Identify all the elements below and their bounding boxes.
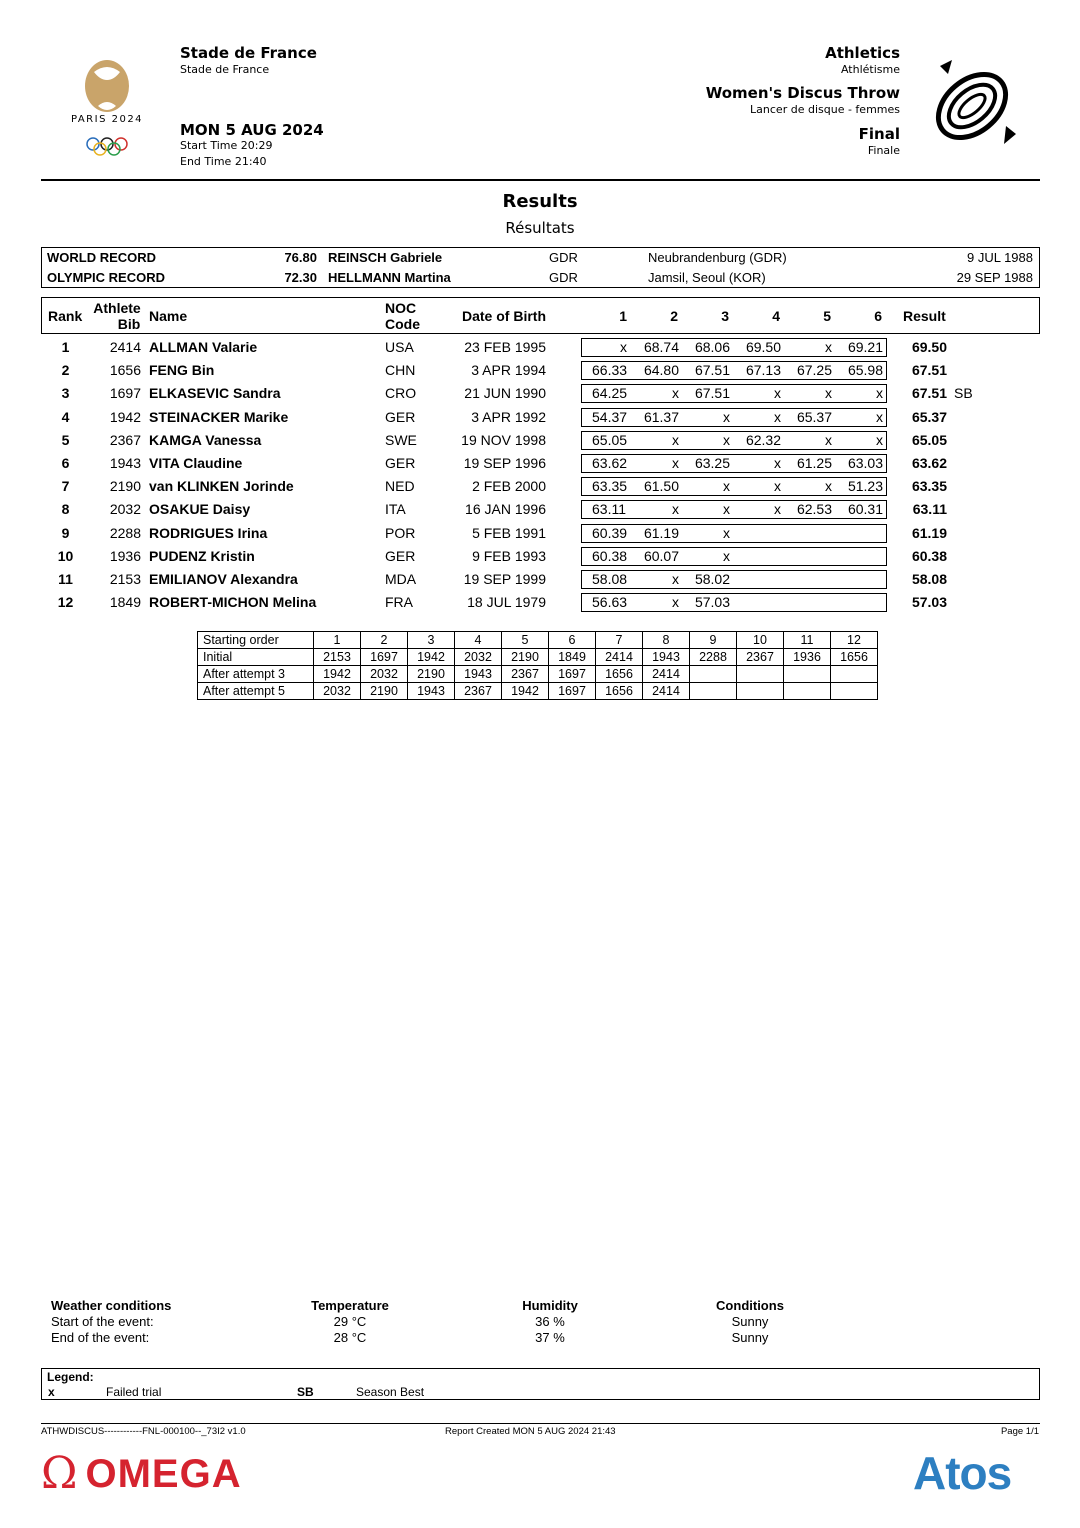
col-attempt-3: 3 (721, 308, 729, 324)
starting-order-table (197, 631, 878, 700)
col-attempt-1: 1 (619, 308, 627, 324)
so-cell (737, 683, 784, 700)
conditions-value: Sunny (731, 1330, 769, 1345)
so-cell: 2414 (643, 683, 690, 700)
humidity-value: 36 % (535, 1314, 565, 1329)
noc-code: GER (385, 408, 416, 425)
record-label: WORLD RECORD (47, 250, 157, 265)
attempt-mark: x (825, 339, 832, 355)
venue-name: Stade de France (180, 44, 317, 62)
attempt-mark: 62.53 (796, 501, 832, 518)
attempt-mark: 67.13 (745, 362, 781, 379)
date-of-birth: 3 APR 1992 (471, 408, 546, 425)
record-athlete: REINSCH Gabriele (328, 250, 443, 265)
so-cell (737, 666, 784, 683)
col-result: Result (903, 308, 946, 324)
result-mark: 58.08 (911, 571, 947, 587)
so-cell (831, 666, 878, 683)
date-of-birth: 19 SEP 1999 (463, 571, 546, 587)
result-note: SB (954, 385, 973, 402)
date-of-birth: 9 FEB 1993 (472, 547, 546, 564)
so-cell: 2153 (314, 649, 361, 666)
attempt-mark: x (876, 408, 883, 425)
rank: 11 (58, 571, 73, 587)
attempt-mark: x (774, 455, 781, 471)
attempt-mark: 51.23 (847, 478, 883, 495)
athlete-name: RODRIGUES Irina (149, 524, 268, 541)
so-cell: 1943 (455, 666, 502, 683)
attempt-mark: x (825, 385, 832, 402)
attempt-mark: 68.74 (643, 339, 679, 355)
athlete-name: VITA Claudine (149, 455, 243, 471)
phase-name: Final (858, 125, 900, 143)
attempt-mark: 63.62 (592, 455, 628, 471)
attempt-mark: 61.19 (643, 524, 679, 541)
weather-label: End of the event: (51, 1330, 150, 1345)
attempt-mark: x (723, 431, 730, 448)
so-cell: 1849 (549, 649, 596, 666)
so-cell: 1697 (549, 666, 596, 683)
temperature-value: 29 °C (333, 1314, 367, 1329)
attempt-mark: 63.25 (694, 455, 730, 471)
humidity-value: 37 % (535, 1330, 565, 1345)
so-cell: 1943 (643, 649, 690, 666)
attempt-mark: 63.11 (592, 501, 626, 518)
bib: 2288 (109, 524, 141, 541)
record-mark: 72.30 (284, 270, 317, 285)
rank: 6 (61, 455, 70, 471)
result-mark: 61.19 (911, 524, 947, 541)
record-place: Neubrandenburg (GDR) (648, 250, 787, 265)
so-cell: Initial (198, 649, 314, 666)
bib: 1943 (109, 455, 141, 471)
event-name-fr: Lancer de disque - femmes (750, 103, 900, 116)
result-mark: 67.51 (911, 385, 947, 402)
so-cell: 2032 (455, 649, 502, 666)
athlete-name: ROBERT-MICHON Melina (149, 594, 317, 611)
so-cell: 1942 (314, 666, 361, 683)
athlete-name: van KLINKEN Jorinde (149, 478, 294, 495)
record-place: Jamsil, Seoul (KOR) (648, 270, 766, 285)
so-cell: After attempt 5 (198, 683, 314, 700)
attempt-mark: 60.38 (592, 547, 628, 564)
attempt-mark: 66.33 (592, 362, 628, 379)
so-cell: 1942 (408, 649, 455, 666)
noc-code: CRO (385, 385, 417, 402)
noc-code: MDA (385, 571, 417, 587)
attempt-mark: x (825, 478, 832, 495)
so-cell: After attempt 3 (198, 666, 314, 683)
date-of-birth: 23 FEB 1995 (464, 339, 546, 355)
phase-name-fr: Finale (867, 144, 900, 157)
bib: 2153 (109, 571, 141, 587)
so-header-cell: 2 (361, 632, 408, 649)
rank: 12 (57, 594, 74, 611)
so-cell: 1656 (596, 666, 643, 683)
noc-code: POR (385, 524, 416, 541)
so-header-cell: 10 (737, 632, 784, 649)
logo-text: PARIS 2024 (70, 114, 144, 125)
so-cell: 2367 (502, 666, 549, 683)
records-box (41, 247, 1040, 288)
legend-title: Legend: (47, 1370, 94, 1384)
result-mark: 65.37 (911, 408, 947, 425)
starting-order-row (198, 683, 878, 700)
rank: 4 (61, 408, 70, 425)
attempt-mark: x (774, 501, 781, 518)
record-noc: GDR (549, 250, 578, 265)
legend-desc: Season Best (356, 1385, 425, 1399)
date-of-birth: 2 FEB 2000 (472, 478, 546, 495)
so-cell (690, 683, 737, 700)
date-of-birth: 5 FEB 1991 (472, 524, 546, 541)
attempt-mark: 65.05 (592, 431, 628, 448)
sport-name: Athletics (825, 44, 900, 62)
noc-code: USA (385, 339, 414, 355)
col-attempt-4: 4 (772, 308, 780, 324)
col-attempt-6: 6 (874, 308, 882, 324)
date-of-birth: 19 SEP 1996 (463, 455, 546, 471)
attempt-mark: 61.25 (796, 455, 832, 471)
so-cell: 1943 (408, 683, 455, 700)
so-cell: 2414 (643, 666, 690, 683)
result-mark: 63.62 (911, 455, 947, 471)
rank: 9 (61, 524, 70, 541)
attempt-mark: x (672, 571, 679, 587)
attempt-mark: 67.51 (694, 385, 730, 402)
athletics-pictogram-icon (922, 54, 1022, 154)
attempt-mark: x (774, 478, 781, 495)
attempt-mark: 54.37 (592, 408, 628, 425)
result-mark: 65.05 (911, 431, 947, 448)
attempt-mark: 60.31 (847, 501, 883, 518)
attempt-mark: 65.37 (796, 408, 832, 425)
noc-code: SWE (385, 431, 417, 448)
so-cell: 2190 (408, 666, 455, 683)
so-header-cell: 1 (314, 632, 361, 649)
omega-symbol-icon: Ω (41, 1448, 78, 1499)
so-header-cell: Starting order (198, 632, 314, 649)
result-mark: 63.35 (911, 478, 947, 495)
athlete-name: STEINACKER Marike (149, 408, 289, 425)
attempt-mark: 60.39 (592, 524, 628, 541)
record-noc: GDR (549, 270, 578, 285)
attempt-mark: x (620, 339, 627, 355)
record-mark: 76.80 (284, 250, 317, 265)
paris-2024-logo (62, 58, 152, 158)
attempt-mark: x (723, 524, 730, 541)
attempt-mark: x (723, 547, 730, 564)
record-date: 9 JUL 1988 (966, 250, 1033, 265)
attempt-mark: x (774, 408, 781, 425)
date-of-birth: 3 APR 1994 (471, 362, 546, 379)
attempt-mark: 58.02 (694, 571, 730, 587)
col-noc-line2: Code (385, 316, 420, 332)
attempt-mark: 69.50 (745, 339, 781, 355)
event-name: Women's Discus Throw (705, 84, 900, 102)
rank: 5 (61, 431, 70, 448)
page-number: Page 1/1 (1000, 1426, 1039, 1437)
report-created: Report Created MON 5 AUG 2024 21:43 (445, 1426, 616, 1437)
attempt-mark: x (672, 594, 679, 611)
so-cell: 2032 (361, 666, 408, 683)
athlete-name: KAMGA Vanessa (149, 431, 262, 448)
attempt-mark: x (825, 431, 832, 448)
col-attempt-5: 5 (823, 308, 831, 324)
attempt-mark: x (723, 501, 730, 518)
athlete-name: EMILIANOV Alexandra (149, 571, 298, 587)
athlete-name: FENG Bin (149, 362, 215, 379)
attempt-mark: x (876, 385, 883, 402)
attempt-mark: 60.07 (643, 547, 679, 564)
report-code: ATHWDISCUS------------FNL-000100--_73I2 v1.0 (41, 1426, 246, 1437)
so-header-cell: 11 (784, 632, 831, 649)
record-label: OLYMPIC RECORD (47, 270, 165, 285)
so-cell: 2190 (502, 649, 549, 666)
attempt-mark: 64.80 (643, 362, 679, 379)
start-time: Start Time 20:29 (180, 139, 273, 152)
so-cell (784, 666, 831, 683)
so-header-cell: 4 (455, 632, 502, 649)
attempt-mark: 62.32 (745, 431, 781, 448)
so-cell (831, 683, 878, 700)
attempt-mark: 67.51 (694, 362, 730, 379)
bib: 2367 (109, 431, 141, 448)
result-mark: 60.38 (911, 547, 947, 564)
so-cell (690, 666, 737, 683)
so-header-cell: 9 (690, 632, 737, 649)
so-cell: 2367 (737, 649, 784, 666)
header-rule (41, 179, 1040, 181)
attempt-mark: 65.98 (847, 362, 883, 379)
attempt-mark: 64.25 (592, 385, 628, 402)
attempt-mark: 67.25 (796, 362, 832, 379)
bib: 2414 (109, 339, 141, 355)
temperature-value: 28 °C (333, 1330, 367, 1345)
date-of-birth: 18 JUL 1979 (467, 594, 546, 611)
attempt-mark: x (876, 431, 883, 448)
so-header-cell: 5 (502, 632, 549, 649)
attempt-mark: 61.50 (643, 478, 679, 495)
footer-rule (41, 1423, 1040, 1424)
col-attempt-2: 2 (670, 308, 678, 324)
result-mark: 67.51 (911, 362, 947, 379)
so-header-cell: 3 (408, 632, 455, 649)
attempt-mark: 63.35 (592, 478, 628, 495)
atos-logo: Atos (913, 1447, 1012, 1499)
date-of-birth: 19 NOV 1998 (461, 431, 546, 448)
result-mark: 69.50 (911, 339, 947, 355)
attempt-mark: 69.21 (847, 339, 883, 355)
legend-desc: Failed trial (106, 1385, 162, 1399)
rank: 10 (57, 547, 74, 564)
so-cell: 2190 (361, 683, 408, 700)
rank: 8 (61, 501, 70, 518)
attempt-mark: x (723, 408, 730, 425)
record-athlete: HELLMANN Martina (328, 270, 451, 285)
so-header-cell: 6 (549, 632, 596, 649)
starting-order-row (198, 666, 878, 683)
conditions-value: Sunny (731, 1314, 769, 1329)
noc-code: FRA (385, 594, 413, 611)
col-rank: Rank (48, 308, 83, 324)
noc-code: CHN (385, 362, 416, 379)
athlete-name: PUDENZ Kristin (149, 547, 255, 564)
so-cell: 2414 (596, 649, 643, 666)
so-cell: 1697 (361, 649, 408, 666)
rank: 2 (61, 362, 70, 379)
attempt-mark: 57.03 (694, 594, 730, 611)
so-cell (784, 683, 831, 700)
bib: 2032 (109, 501, 141, 518)
so-header-cell: 12 (831, 632, 878, 649)
so-cell: 1697 (549, 683, 596, 700)
rank: 3 (61, 385, 70, 402)
record-date: 29 SEP 1988 (956, 270, 1033, 285)
col-noc-line1: NOC (385, 300, 417, 316)
bib: 1697 (109, 385, 141, 402)
omega-wordmark: OMEGA (85, 1452, 242, 1496)
so-cell: 2288 (690, 649, 737, 666)
sport-name-fr: Athlétisme (840, 63, 900, 76)
bib: 1656 (109, 362, 141, 379)
attempt-mark: 58.08 (592, 571, 628, 587)
omega-logo (41, 1448, 242, 1499)
bib: 1942 (109, 408, 141, 425)
legend-symbol: SB (297, 1385, 314, 1399)
bib: 1849 (109, 594, 141, 611)
col-dob: Date of Birth (462, 308, 546, 324)
so-header-cell: 8 (643, 632, 690, 649)
attempt-mark: 63.03 (847, 455, 883, 471)
event-date: MON 5 AUG 2024 (180, 121, 324, 139)
result-mark: 57.03 (911, 594, 947, 611)
bib: 1936 (109, 547, 141, 564)
so-cell: 1656 (831, 649, 878, 666)
starting-order-row (198, 649, 878, 666)
humidity-header: Humidity (522, 1298, 578, 1313)
athlete-name: ELKASEVIC Sandra (149, 385, 281, 402)
attempt-mark: x (672, 501, 679, 518)
attempt-mark: 56.63 (592, 594, 628, 611)
athlete-name: OSAKUE Daisy (149, 501, 251, 518)
noc-code: GER (385, 547, 416, 564)
so-cell: 2032 (314, 683, 361, 700)
col-name: Name (149, 308, 188, 324)
so-header-cell: 7 (596, 632, 643, 649)
attempt-mark: x (672, 431, 679, 448)
rank: 1 (61, 339, 70, 355)
legend-box (41, 1368, 1040, 1400)
attempt-mark: x (672, 385, 679, 402)
weather-label: Start of the event: (51, 1314, 154, 1329)
venue-name-fr: Stade de France (180, 63, 270, 76)
so-cell: 1942 (502, 683, 549, 700)
date-of-birth: 16 JAN 1996 (465, 501, 546, 518)
results-title: Results (502, 191, 578, 212)
noc-code: NED (385, 478, 415, 495)
results-title-fr: Résultats (505, 219, 575, 237)
col-bib-line2: Bib (117, 316, 141, 332)
so-cell: 1656 (596, 683, 643, 700)
so-cell: 2367 (455, 683, 502, 700)
so-cell: 1936 (784, 649, 831, 666)
starting-order-header (198, 632, 878, 649)
athlete-name: ALLMAN Valarie (149, 339, 258, 355)
date-of-birth: 21 JUN 1990 (464, 385, 546, 402)
attempt-mark: x (774, 385, 781, 402)
col-bib-line1: Athlete (93, 300, 141, 316)
result-mark: 63.11 (912, 501, 947, 518)
attempt-mark: x (672, 455, 679, 471)
bib: 2190 (109, 478, 141, 495)
end-time: End Time 21:40 (180, 155, 267, 168)
attempt-mark: 61.37 (643, 408, 679, 425)
attempt-mark: 68.06 (694, 339, 730, 355)
noc-code: ITA (385, 501, 406, 518)
noc-code: GER (385, 455, 416, 471)
attempt-mark: x (723, 478, 730, 495)
legend-symbol: x (48, 1385, 55, 1399)
rank: 7 (61, 478, 70, 495)
weather-header: Weather conditions (51, 1298, 172, 1313)
conditions-header: Conditions (716, 1298, 784, 1313)
temperature-header: Temperature (311, 1298, 389, 1313)
